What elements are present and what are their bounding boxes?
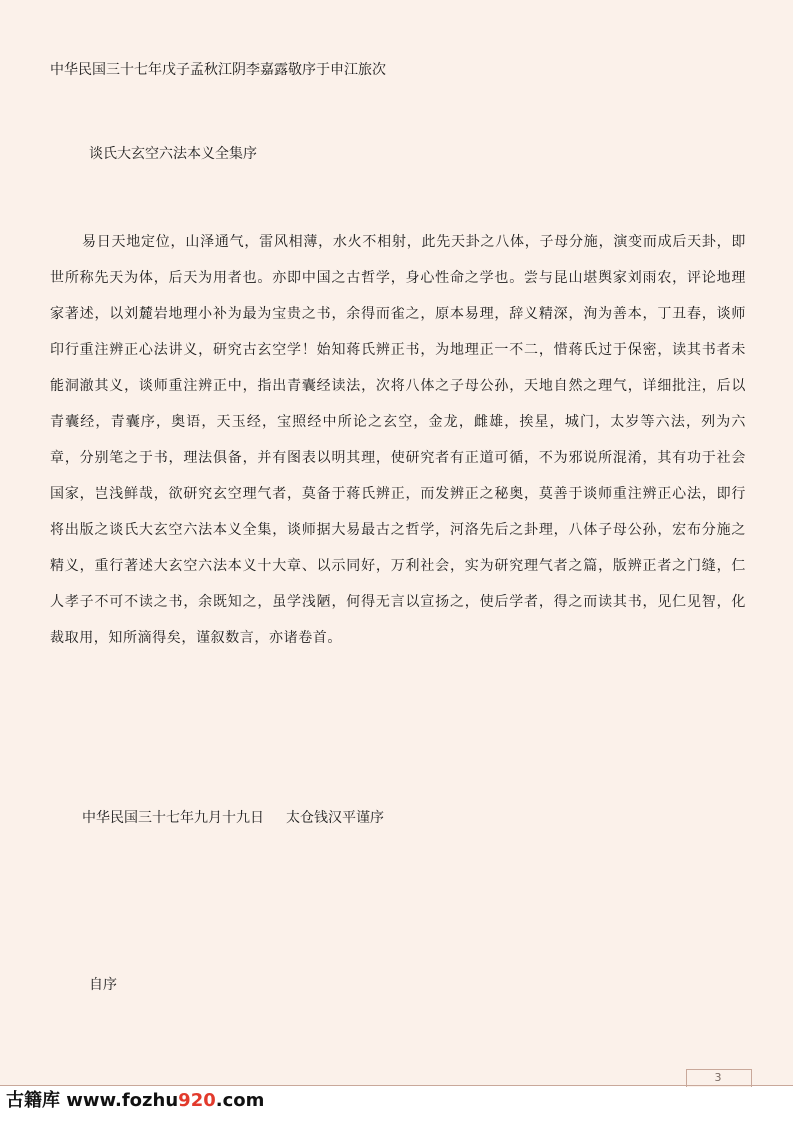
preface-date-line: 中华民国三十七年戊子孟秋江阴李嘉露敬序于申江旅次	[50, 62, 386, 78]
site-watermark	[6, 1089, 264, 1113]
page-number: 3	[714, 1071, 722, 1084]
body-paragraph: 易日天地定位，山泽通气，雷风相薄，水火不相射，此先天卦之八体，子母分施，演变而成后天卦，即世所称先天为体，后天为用者也。亦即中国之古哲学，身心性命之学也。尝与昆山堪舆家刘雨农，评论地理家著述，以刘麓岩地理小补为最为宝贵之书，余得而雀之，原本易理，辞义精深，洵为善本，丁丑春，谈师印行重注辨正心法讲义，研究古玄空学！始知蒋氏辨正书，为地理正一不二，惜蒋氏过于保密，读其书者未能洞澈其义，谈师重注辨正中，指出青囊经读法，次将八体之子母公孙，天地自然之理气，详细批注，后以青囊经，青囊序，奥语，天玉经，宝照经中所论之玄空，金龙，雌雄，挨星，城门，太岁等六法，列为六章，分别笔之于书，理法俱备，并有图表以明其理，使研究者有正道可循，不为邪说所混淆，其有功于社会国家，岂浅鲜哉，欲研究玄空理气者，莫备于蒋氏辨正，而发辨正之秘奥，莫善于谈师重注辨正心法，即行将出版之谈氏大玄空六法本义全集，谈师据大易最古之哲学，河洛先后之卦理，八体子母公孙，宏布分施之精义，重行著述大玄空六法本义十大章、以示同好，万利社会，实为研究理气者之篇，版辨正者之门缝，仁人孝子不可不读之书，余既知之，虽学浅陋，何得无言以宣扬之，使后学者，得之而读其书，见仁见智，化裁取用，知所滴得矣，谨叙数言，亦诸卷首。	[50, 234, 746, 646]
watermark-url-number: 920	[178, 1090, 216, 1111]
signature-author: 太仓钱汉平谨序	[286, 810, 384, 826]
signature-date: 中华民国三十七年九月十九日	[82, 810, 264, 826]
watermark-brand: 古籍库	[6, 1090, 60, 1111]
watermark-url-prefix: www.fozhu	[66, 1090, 179, 1111]
footer-divider	[0, 1085, 793, 1086]
next-section-heading: 自序	[89, 977, 117, 993]
watermark-url-suffix: .com	[215, 1090, 265, 1111]
section-title: 谈氏大玄空六法本义全集序	[89, 146, 257, 162]
